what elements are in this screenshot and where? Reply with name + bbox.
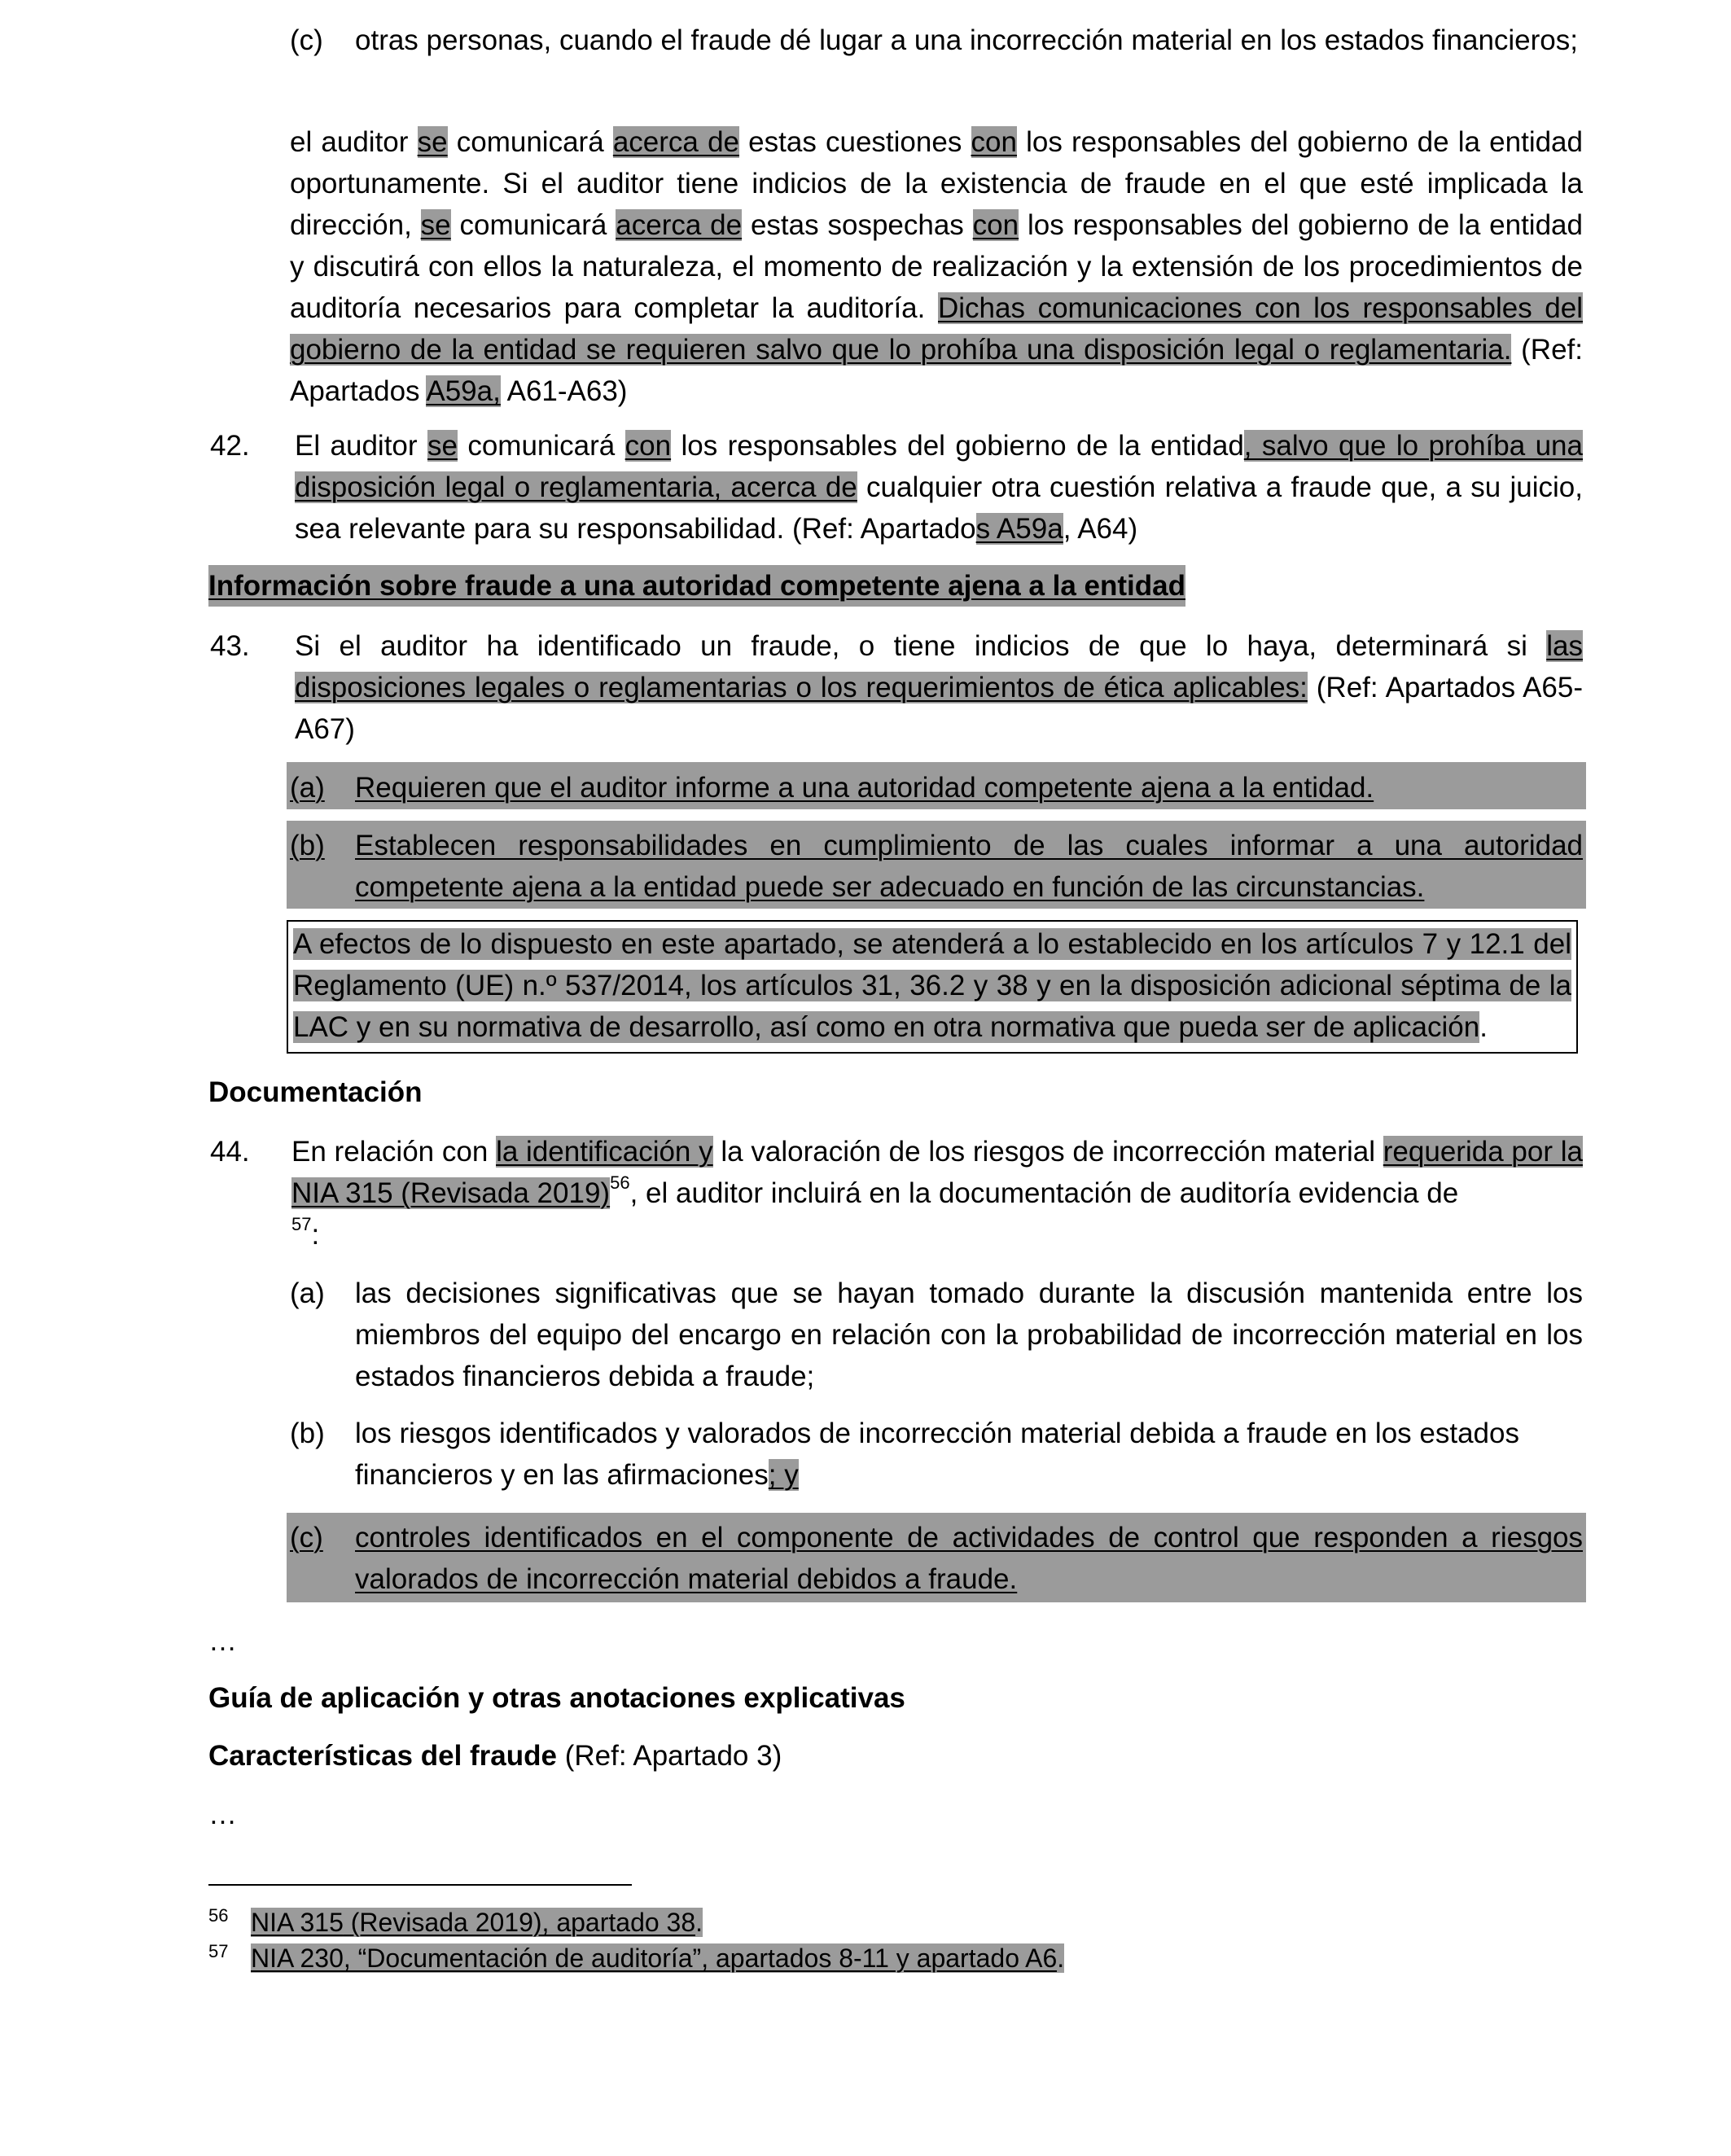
highlight: se [427, 430, 458, 462]
highlight: con [624, 430, 672, 462]
highlight: requerida por la NIA 315 (Revisada 2019) [291, 1136, 1583, 1209]
item-text-43a: Requieren que el auditor informe a una autoridad competente ajena a la entidad. [355, 772, 1374, 804]
highlight: se [420, 209, 451, 241]
highlight: A59a, [426, 375, 501, 407]
subsection-heading-caracteristicas: Características del fraude (Ref: Apartado 3) [208, 1740, 782, 1772]
item-label-43b: (b) [290, 830, 325, 861]
paragraph-44: En relación con la identificación y la valoración de los riesgos de incorrección material requerida por la NIA 315 (Revisada 2019)$^{56}$, el auditor incluirá en la documentación de auditoría evidencia de $^{57}$: [291, 1136, 1583, 1251]
item-label-41c: (c) [290, 24, 323, 56]
paragraph-42: El auditor se comunicará con los responsables del gobierno de la entidad, salvo que lo prohíba una disposición legal o reglamentaria, acerca de cualquier otra cuestión relativa a fraude que, a su juicio, sea relevante para su responsabilidad. (Ref: Apartados A59a, A64) [295, 430, 1583, 545]
item-label-43a: (a) [290, 772, 325, 804]
item-text-44b: los riesgos identificados y valorados de incorrección material debida a fraude en los estados financieros y en las afirmaciones; y [355, 1418, 1519, 1491]
highlight: ; y [768, 1459, 799, 1491]
footnote-57: NIA 230, “Documentación de auditoría”, apartados 8-11 y apartado A6. [251, 1943, 1065, 1973]
section-heading-informacion: Información sobre fraude a una autoridad competente ajena a la entidad [208, 565, 1185, 607]
highlight: se [417, 126, 448, 158]
national-note-box: A efectos de lo dispuesto en este apartado, se atenderá a lo establecido en los artículos 7 y 12.1 del Reglamento (UE) n.º 537/2014, los artículos 31, 36.2 y 38 y en la disposición adicional séptima de la LAC y en su normativa de desarrollo, así como en otra normativa que pueda ser de aplicación. [287, 920, 1578, 1054]
footnote-ref-57[interactable]: 57 [291, 1214, 312, 1235]
highlight: Dichas comunicaciones con los responsables del gobierno de la entidad se requieren salvo que lo prohíba una disposición legal o reglamentaria. [290, 292, 1584, 366]
item-text-41c: otras personas, cuando el fraude dé lugar a una incorrección material en los estados financieros; [355, 24, 1578, 56]
item-label-44b: (b) [290, 1418, 325, 1449]
paragraph-number-43: 43. [210, 630, 250, 662]
footnote-56: NIA 315 (Revisada 2019), apartado 38. [251, 1908, 703, 1937]
footnote-number: 57 [208, 1941, 229, 1961]
item-label-44a: (a) [290, 1277, 325, 1309]
item-text-44c: controles identificados en el componente de actividades de control que responden a riesgos valorados de incorrección material debidos a fraude. [355, 1522, 1583, 1595]
highlight: con [971, 126, 1017, 158]
ellipsis: … [208, 1799, 237, 1830]
highlight: s A59a [975, 513, 1063, 545]
paragraph-43: Si el auditor ha identificado un fraude, o tiene indicios de que lo haya, determinará si las disposiciones legales o reglamentarias o los requerimientos de ética aplicables: (Ref: Apartados A65-A67) [295, 630, 1583, 745]
item-text-43b: Establecen responsabilidades en cumplimiento de las cuales informar a una autoridad competente ajena a la entidad puede ser adecuado en función de las circunstancias. [355, 830, 1583, 903]
paragraph-number-44: 44. [210, 1136, 250, 1168]
item-label-44c: (c) [290, 1522, 323, 1553]
section-heading-guia: Guía de aplicación y otras anotaciones explicativas [208, 1682, 905, 1714]
section-heading-documentacion: Documentación [208, 1076, 423, 1108]
ellipsis: … [208, 1625, 237, 1657]
item-text-44a: las decisiones significativas que se hayan tomado durante la discusión mantenida entre los miembros del equipo del encargo en relación con la probabilidad de incorrección material en los estados financieros debida a fraude; [355, 1277, 1583, 1392]
highlight: , salvo que lo prohíba una disposición legal o reglamentaria, acerca de [295, 430, 1583, 503]
footnote-separator [208, 1884, 632, 1886]
footnote-ref-56[interactable]: 56 [610, 1172, 630, 1194]
highlight: con [972, 209, 1019, 241]
highlight: acerca de [616, 209, 743, 241]
footnote-number: 56 [208, 1905, 229, 1926]
highlight: las disposiciones legales o reglamentarias o los requerimientos de ética aplicables: [295, 630, 1583, 703]
highlight: la identificación y [496, 1136, 713, 1168]
paragraph-41-tail: el auditor se comunicará acerca de estas cuestiones con los responsables del gobierno de la entidad oportunamente. Si el auditor tiene indicios de la existencia de fraude en el que esté implicada la dirección, se comunicará acerca de estas sospechas con los responsables del gobierno de la entidad y discutirá con ellos la naturaleza, el momento de realización y la extensión de los procedimientos de auditoría necesarios para completar la auditoría. Dichas comunicaciones con los responsables del gobierno de la entidad se requieren salvo que lo prohíba una disposición legal o reglamentaria. (Ref: Apartados A59a, A61-A63) [290, 126, 1584, 407]
paragraph-number-42: 42. [210, 430, 250, 462]
highlight: acerca de [612, 126, 739, 158]
